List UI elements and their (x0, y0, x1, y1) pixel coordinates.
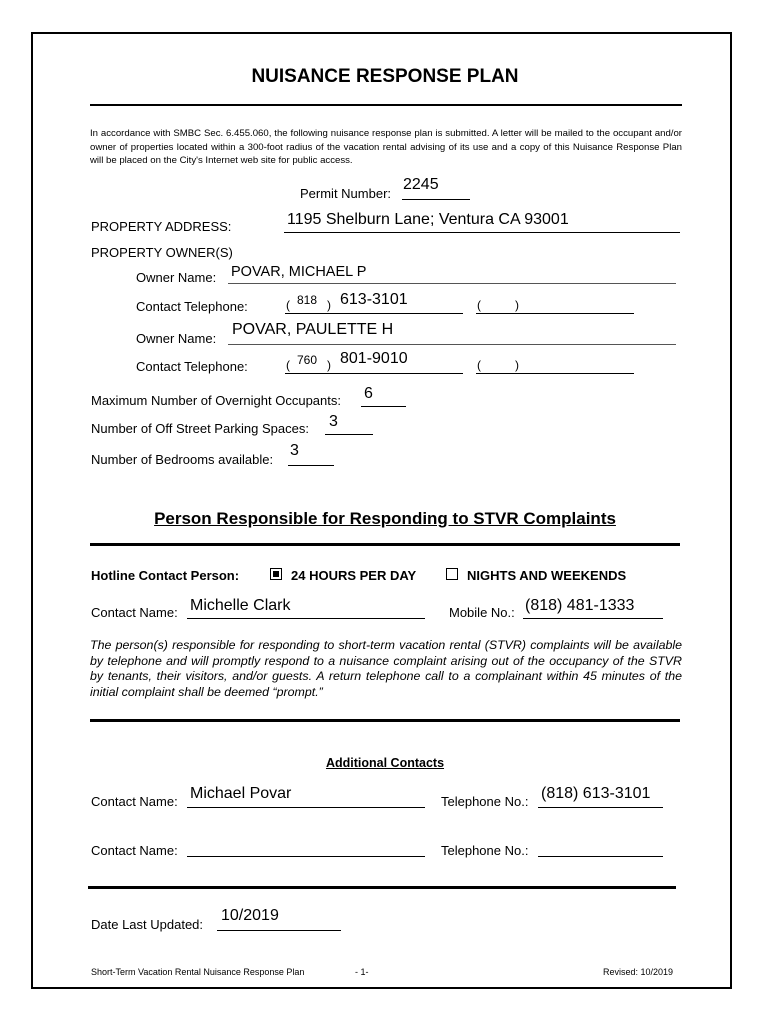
intro-paragraph: In accordance with SMBC Sec. 6.455.060, the following nuisance response plan is submitted. A letter will be mailed to the occupant and/or owner of properties located within a 300-foot radius of the vacation rental advising of its use and a copy of this Nuisance Response Plan will be placed on the City's Internet web site for public access. (90, 128, 682, 166)
telephone-field[interactable]: 613-3101 (340, 291, 408, 308)
permit-underline (402, 199, 470, 200)
area-code-field[interactable]: 818 (297, 293, 318, 307)
page-title: NUISANCE RESPONSE PLAN (251, 66, 519, 87)
paren-close: ) (327, 298, 331, 312)
area-code-field[interactable]: 760 (297, 353, 318, 367)
paren-open: ( (286, 358, 290, 372)
paren-open: ( (477, 298, 481, 312)
occupants-underline (361, 406, 406, 407)
telephone-underline (285, 373, 463, 374)
date-updated-label: Date Last Updated: (91, 917, 204, 932)
property-owners-label: PROPERTY OWNER(S) (91, 245, 233, 260)
checkbox-fill (273, 571, 279, 577)
contact-telephone-label: Contact Telephone: (136, 359, 248, 374)
mobile-underline (523, 618, 663, 619)
bedrooms-field[interactable]: 3 (290, 442, 299, 459)
telephone-label: Telephone No.: (441, 794, 529, 809)
owner-name-underline (228, 283, 676, 284)
telephone-label: Telephone No.: (441, 843, 529, 858)
additional-contact-name-field[interactable]: Michael Povar (190, 785, 292, 802)
contact-name-underline (187, 807, 425, 808)
alt-telephone-underline (476, 313, 634, 314)
date-updated-underline (217, 930, 341, 931)
contact-telephone-label: Contact Telephone: (136, 299, 248, 314)
owner-name-field[interactable]: POVAR, PAULETTE H (232, 321, 394, 338)
occupants-field[interactable]: 6 (364, 385, 373, 402)
parking-underline (325, 434, 373, 435)
hotline-label: Hotline Contact Person: (91, 568, 240, 583)
contact-name-underline (187, 856, 425, 857)
contact-name-field[interactable]: Michelle Clark (190, 597, 291, 614)
contact-name-underline (187, 618, 425, 619)
additional-telephone-field[interactable]: (818) 613-3101 (541, 785, 651, 802)
policy-paragraph: The person(s) responsible for responding to short-term vacation rental (STVR) complaints will be available by telephone and will promptly respond to a nuisance complaint arising out of the occupancy of the STVR by tenants, their visitors, and/or guests. A return telephone call to a complainant within 45 minutes of the initial complaint shall be deemed “prompt.” (90, 638, 682, 699)
occupants-label: Maximum Number of Overnight Occupants: (91, 393, 341, 408)
footer-document-name: Short-Term Vacation Rental Nuisance Response Plan (91, 967, 305, 977)
bedrooms-label: Number of Bedrooms available: (91, 452, 274, 467)
permit-number-field[interactable]: 2245 (403, 176, 439, 193)
mobile-label: Mobile No.: (449, 605, 515, 620)
footer-revised: Revised: 10/2019 (603, 967, 674, 977)
paren-open: ( (477, 358, 481, 372)
telephone-field[interactable]: 801-9010 (340, 350, 408, 367)
date-updated-field[interactable]: 10/2019 (221, 907, 279, 924)
owner-name-label: Owner Name: (136, 270, 217, 285)
responsible-section-title: Person Responsible for Responding to STVR Complaints (154, 509, 616, 528)
property-address-field[interactable]: 1195 Shelburn Lane; Ventura CA 93001 (287, 211, 569, 228)
paren-close: ) (515, 298, 519, 312)
option-nights-weekends-label: NIGHTS AND WEEKENDS (467, 568, 627, 583)
alt-telephone-underline (476, 373, 634, 374)
owner-name-underline (228, 344, 676, 345)
additional-contacts-title: Additional Contacts (325, 756, 445, 770)
option-24-hours-label: 24 HOURS PER DAY (291, 568, 417, 583)
paren-close: ) (327, 358, 331, 372)
owner-name-label: Owner Name: (136, 331, 217, 346)
parking-label: Number of Off Street Parking Spaces: (91, 421, 309, 436)
telephone-underline (538, 856, 663, 857)
section-divider (90, 543, 680, 546)
policy-divider (90, 719, 680, 722)
contact-name-label: Contact Name: (91, 605, 178, 620)
checkbox-24-hours[interactable] (270, 568, 282, 580)
permit-label: Permit Number: (300, 186, 392, 201)
bedrooms-underline (288, 465, 334, 466)
property-address-underline (284, 232, 680, 233)
footer-page-number: - 1- (355, 967, 369, 977)
telephone-underline (285, 313, 463, 314)
checkbox-nights-weekends[interactable] (446, 568, 458, 580)
bottom-divider (88, 886, 676, 889)
paren-open: ( (286, 298, 290, 312)
parking-field[interactable]: 3 (329, 413, 338, 430)
mobile-field[interactable]: (818) 481-1333 (525, 597, 635, 614)
property-address-label: PROPERTY ADDRESS: (91, 219, 232, 234)
contact-name-label: Contact Name: (91, 794, 178, 809)
contact-name-label: Contact Name: (91, 843, 178, 858)
title-divider (90, 104, 682, 106)
paren-close: ) (515, 358, 519, 372)
telephone-underline (538, 807, 663, 808)
owner-name-field[interactable]: POVAR, MICHAEL P (231, 264, 367, 280)
